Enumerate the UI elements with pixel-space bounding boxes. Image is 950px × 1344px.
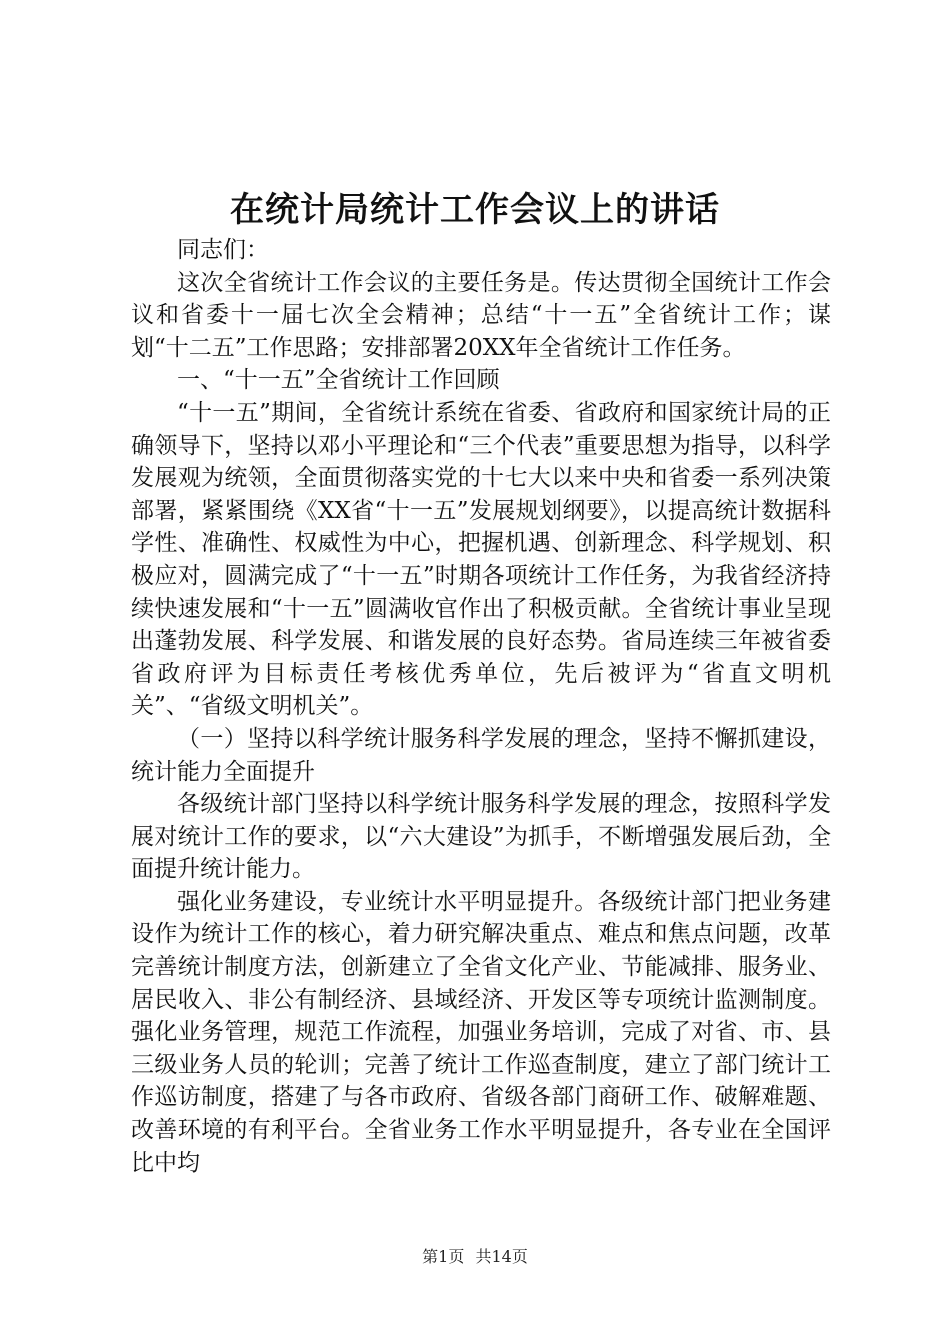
section-heading: 一、“十一五”全省统计工作回顾 bbox=[177, 367, 500, 394]
subsection-heading: （一）坚持以科学统计服务科学发展的理念，坚持不懈抓建设，统计能力全面提升 bbox=[131, 725, 831, 785]
intro-paragraph: 这次全省统计工作会议的主要任务是。传达贯彻全国统计工作会议和省委十一届七次全会精神；总结“十一五”全省统计工作；谋划“十二五”工作思路；安排部署20XX年全省统计工作任务。 bbox=[131, 269, 831, 361]
document-body bbox=[131, 234, 831, 1179]
business-paragraph: 强化业务建设，专业统计水平明显提升。各级统计部门把业务建设作为统计工作的核心，着力研究解决重点、难点和焦点问题，改革完善统计制度方法，创新建立了全省文化产业、节能减排、服务业、居民收入、非公有制经济、县域经济、开发区等专项统计监测制度。强化业务管理，规范工作流程，加强业务培训，完成了对省、市、县三级业务人员的轮训；完善了统计工作巡查制度，建立了部门统计工作巡访制度，搭建了与各市政府、省级各部门商研工作、破解难题、改善环境的有利平台。全省业务工作水平明显提升，各专业在全国评比中均 bbox=[131, 888, 831, 1176]
page-footer bbox=[0, 1244, 950, 1267]
document-title: 在统计局统计工作会议上的讲话 bbox=[230, 190, 720, 230]
page-total: 共14页 bbox=[475, 1247, 528, 1266]
capability-paragraph: 各级统计部门坚持以科学统计服务科学发展的理念，按照科学发展对统计工作的要求，以“六大建设”为抓手，不断增强发展后劲，全面提升统计能力。 bbox=[131, 791, 831, 883]
page-number: 第1页 bbox=[422, 1247, 465, 1266]
review-paragraph: “十一五”期间，全省统计系统在省委、省政府和国家统计局的正确领导下，坚持以邓小平理论和“三个代表”重要思想为指导，以科学发展观为统领，全面贯彻落实党的十七大以来中央和省委一系列决策部署，紧紧围绕《XX省“十一五”发展规划纲要》，以提高统计数据科学性、准确性、权威性为中心，把握机遇、创新理念、科学规划、积极应对，圆满完成了“十一五”时期各项统计工作任务，为我省经济持续快速发展和“十一五”圆满收官作出了积极贡献。全省统计事业呈现出蓬勃发展、科学发展、和谐发展的良好态势。省局连续三年被省委省政府评为目标责任考核优秀单位，先后被评为“省直文明机关”、“省级文明机关”。 bbox=[131, 399, 831, 720]
salutation-paragraph: 同志们： bbox=[177, 237, 269, 263]
